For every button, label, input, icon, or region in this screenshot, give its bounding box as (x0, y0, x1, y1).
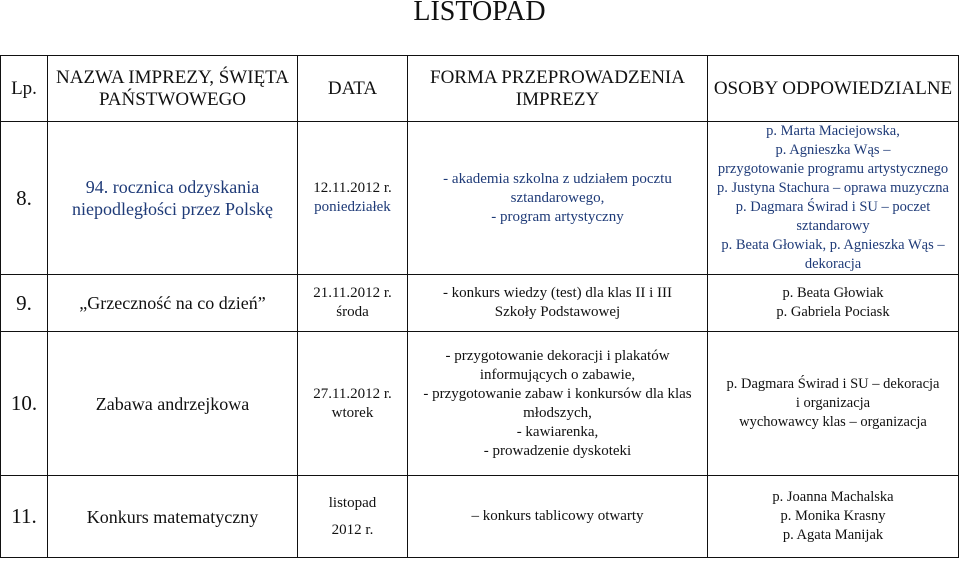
form-line: Szkoły Podstawowej (494, 304, 621, 320)
people-line: p. Gabriela Pociask (776, 304, 890, 320)
form-line: - program artystyczny (491, 208, 624, 225)
table-row (1, 275, 959, 332)
header-lp: Lp. (1, 56, 48, 122)
form-line: - konkurs wiedzy (test) dla klas II i III (442, 285, 673, 301)
row-date (298, 332, 408, 476)
date-line: środa (336, 304, 369, 320)
people-line: p. Agnieszka Wąs – (775, 142, 891, 158)
row-date (298, 275, 408, 332)
people-line: p. Beata Głowiak (782, 285, 884, 301)
people-line: przygotowanie programu artystycznego (717, 161, 949, 177)
date-line: 27.11.2012 r. (313, 385, 392, 402)
people-line: p. Joanna Machalska (772, 489, 894, 505)
header-name: NAZWA IMPREZY, ŚWIĘTA PAŃSTWOWEGO (48, 56, 298, 122)
table-row (1, 122, 959, 275)
row-lp: 8. (1, 122, 48, 275)
people-line: i organizacja (795, 395, 871, 411)
people-line: sztandarowy (796, 218, 870, 234)
header-form: FORMA PRZEPROWADZENIA IMPREZY (408, 56, 708, 122)
form-line: - przygotowanie dekoracji i plakatów (445, 347, 670, 364)
form-line: informujących o zabawie, (479, 366, 636, 383)
header-date: DATA (298, 56, 408, 122)
row-form (408, 476, 708, 558)
table-row (1, 476, 959, 558)
people-line: wychowawcy klas – organizacja (739, 414, 927, 430)
form-line: sztandarowego, (510, 189, 605, 206)
form-line: - akademia szkolna z udziałem pocztu (443, 170, 672, 187)
people-line: p. Agata Manijak (782, 527, 884, 543)
form-line: – konkurs tablicowy otwarty (471, 508, 644, 524)
row-people (708, 275, 959, 332)
row-people (708, 122, 959, 275)
row-form (408, 332, 708, 476)
row-form (408, 122, 708, 275)
row-people (708, 332, 959, 476)
table-row (1, 332, 959, 476)
date-line: poniedziałek (314, 199, 391, 215)
events-table (0, 55, 959, 558)
people-line: dekoracja (804, 256, 862, 272)
header-people: OSOBY ODPOWIEDZIALNE (708, 56, 959, 122)
date-line: listopad (328, 494, 377, 511)
row-name: „Grzeczność na co dzień” (48, 275, 298, 332)
people-line: p. Dagmara Świrad i SU – poczet (735, 199, 931, 215)
people-line: p. Marta Maciejowska, (766, 123, 900, 139)
people-line: p. Justyna Stachura – oprawa muzyczna (717, 180, 949, 196)
row-lp: 11. (1, 476, 48, 558)
form-line: - przygotowanie zabaw i konkursów dla klas (423, 385, 692, 402)
row-lp: 10. (1, 332, 48, 476)
row-name: Zabawa andrzejkowa (48, 332, 298, 476)
row-name: 94. rocznica odzyskania niepodległości przez Polskę (48, 122, 298, 275)
date-line: 12.11.2012 r. (313, 180, 392, 196)
row-name: Konkurs matematyczny (48, 476, 298, 558)
people-line: p. Beata Głowiak, p. Agnieszka Wąs – (721, 237, 945, 253)
date-line: 2012 r. (331, 521, 374, 538)
row-date (298, 476, 408, 558)
form-line: - kawiarenka, (516, 423, 599, 440)
row-date (298, 122, 408, 275)
row-people (708, 476, 959, 558)
page-title: LISTOPAD (413, 0, 546, 27)
date-line: 21.11.2012 r. (313, 285, 392, 301)
people-line: p. Monika Krasny (780, 508, 886, 524)
row-form (408, 275, 708, 332)
form-line: - prowadzenie dyskoteki (483, 442, 632, 459)
row-lp: 9. (1, 275, 48, 332)
date-line: wtorek (331, 404, 374, 421)
people-line: p. Dagmara Świrad i SU – dekoracja (726, 376, 940, 392)
table-header-row (1, 56, 959, 122)
form-line: młodszych, (523, 404, 592, 421)
